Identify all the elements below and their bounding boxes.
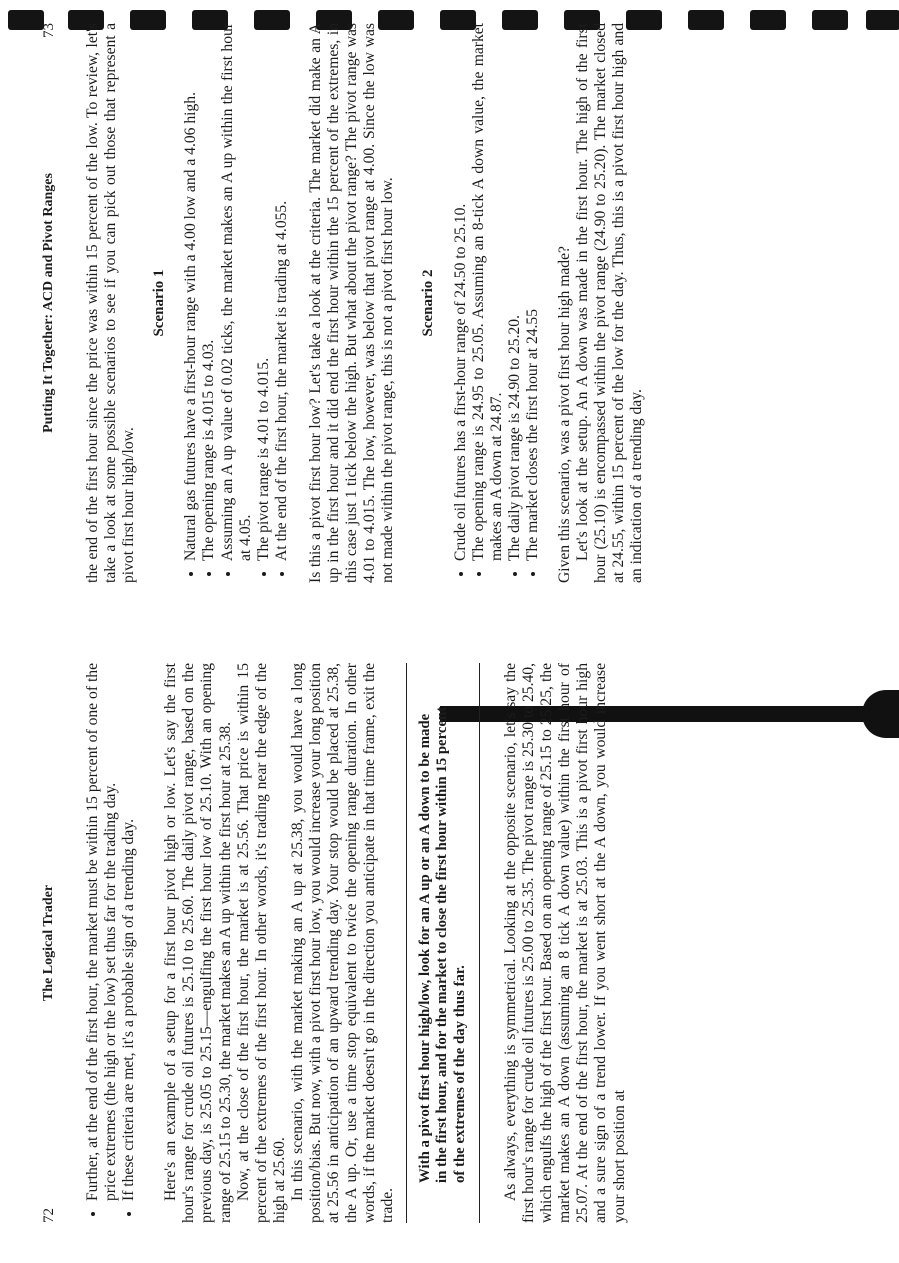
running-title: Putting It Together: ACD and Pivot Ranges [41,173,56,433]
criteria-list [84,663,138,1223]
body-paragraph: In this scenario, with the market making an A up at 25.38, you would have a long position/bias. But now, with a pivot first hour low, you would increase your long position at 25.56 in anticipation of an upward trending day. Your stop would be placed at 25.38, the A up. Or, use a time stop equivalent to twice the opening range duration. In other words, if the market doesn't go in the direction you anticipate in that time frame, exit the trade. [288,663,397,1223]
running-title: The Logical Trader [41,884,56,1002]
body-paragraph: Now, at the close of the first hour, the market is at 25.56. That price is within 15 percent of the extremes of the first hour. In other words, it's trading near the edge of the high at 25.60. [234,663,288,1223]
list-item: • The pivot range is 4.01 to 4.015. [255,23,273,561]
list-item: • Natural gas futures have a first-hour range with a 4.00 low and a 4.06 high. [182,23,200,561]
left-page-header [40,663,70,1223]
body-paragraph: As always, everything is symmetrical. Looking at the opposite scenario, let's say the first hour's range for crude oil futures is 25.00 to 25.35. The pivot range is 25.30 to 25.40, which engulfs the high of the first hour. Based on an opening range of 25.15 to 25.25, the market makes an A down (assuming an 8 tick A down value) within the first hour of 25.07. At the end of the first hour, the market is at 25.03. This is a pivot first hour high and a sure sign of a trend lower. If you went short at the A down, you would increase your short position at [502,663,628,1223]
page-number: 72 [41,1208,57,1223]
right-page [40,23,646,583]
scenario-heading: Scenario 2 [420,269,437,337]
body-paragraph: Given this scenario, was a pivot first hour high made? [555,246,573,583]
body-paragraph: Here's an example of a setup for a first hour pivot high or low. Let's say the first hour's range for crude oil futures is 25.10 to 25.60. The daily pivot range, based on the previous day, is 25.05 to 25.15—engulfing the first hour low of 25.10. With an opening range of 25.15 to 25.30, the market makes an A up within the first hour at 25.38. [162,663,234,1223]
body-paragraph: Is this a pivot first hour low? Let's take a look at the criteria. The market did make an A up in the first hour and it did end the first hour within the 15 percent of the extremes, in this case just 1 tick below the high. But what about the pivot range? The pivot range was 4.01 to 4.015. The low, however, was below that pivot range at 4.00. Since the low was not made within the pivot range, this is not a pivot first hour low. [306,23,397,583]
list-item: • Further, at the end of the first hour, the market must be within 15 percent of one of the price extremes (the high or the low) set thus far for the trading day. [84,663,120,1201]
right-page-header [40,23,70,583]
list-item: • At the end of the first hour, the market is trading at 4.055. [273,23,291,561]
body-paragraph: Let's look at the setup. An A down was made in the first hour. The high of the first hour (25.10) is encompassed within the pivot range (24.90 to 25.20). The market closed at 24.55, within 15 percent of the low for the day. Thus, this is a pivot first hour high and an indication of a trending day. [574,23,646,583]
page-number: 73 [41,23,57,38]
scenario-list [452,23,542,583]
list-item: • The opening range is 24.95 to 25.05. Assuming an 8-tick A down value, the market makes an A down at 24.87. [470,23,506,561]
callout-box: With a pivot first hour high/low, look for an A up or an A down to be made in the first hour, and for the market to close the first hour within 15 percent of the extremes of the day thus far. [406,663,481,1223]
left-page [40,663,629,1223]
list-item: • If these criteria are met, it's a probable sign of a trending day. [120,663,138,1201]
list-item: • Crude oil futures has a first-hour range of 24.50 to 25.10. [452,23,470,561]
list-item: • The market closes the first hour at 24.55 [524,23,542,561]
scenario-heading: Scenario 1 [151,269,168,337]
body-paragraph: the end of the first hour since the price was within 15 percent of the low. To review, let's take a look at some possible scenarios to see if you can pick out those that represent a pivot first hour high/low. [84,23,138,583]
list-item: • Assuming an A up value of 0.02 ticks, the market makes an A up within the first hour at 4.05. [219,23,255,561]
scenario-list [182,23,291,583]
list-item: • The opening range is 4.015 to 4.03. [200,23,218,561]
list-item: • The daily pivot range is 24.90 to 25.20. [506,23,524,561]
